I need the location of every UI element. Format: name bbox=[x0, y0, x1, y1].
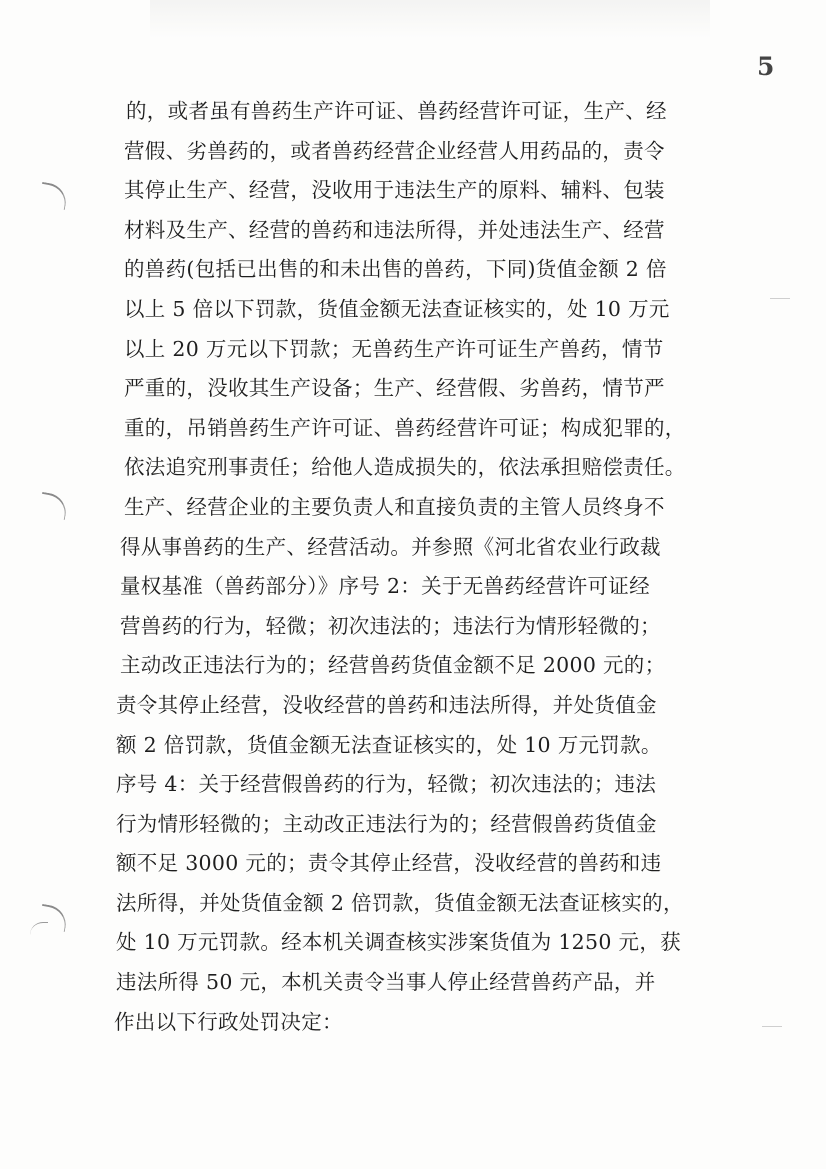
text-line: 违法所得 50 元，本机关责令当事人停止经营兽药产品，并 bbox=[116, 970, 656, 995]
text-line: 严重的，没收其生产设备；生产、经营假、劣兽药，情节严 bbox=[124, 376, 665, 401]
scan-edge-mark bbox=[770, 298, 790, 299]
text-line: 重的，吊销兽药生产许可证、兽药经营许可证；构成犯罪的， bbox=[124, 415, 686, 440]
scan-shadow bbox=[150, 0, 710, 38]
text-line: 营兽药的行为，轻微；初次违法的；违法行为情形轻微的； bbox=[120, 613, 661, 638]
text-line: 法所得，并处货值金额 2 倍罚款，货值金额无法查证核实的， bbox=[116, 890, 684, 915]
text-line: 作出以下行政处罚决定： bbox=[114, 1009, 343, 1034]
scan-edge-mark bbox=[762, 1026, 782, 1027]
text-line: 的，或者虽有兽药生产许可证、兽药经营许可证，生产、经 bbox=[126, 99, 667, 123]
text-line: 材料及生产、经营的兽药和违法所得，并处违法生产、经营 bbox=[124, 217, 665, 242]
punch-hole-mark-icon bbox=[38, 492, 69, 520]
page-number: 5 bbox=[757, 52, 775, 81]
text-line: 的兽药(包括已出售的和未出售的兽药，下同)货值金额 2 倍 bbox=[124, 257, 667, 282]
text-line: 行为情形轻微的；主动改正违法行为的；经营假兽药货值金 bbox=[116, 811, 657, 836]
punch-hole-mark-icon bbox=[30, 922, 48, 935]
text-line: 得从事兽药的生产、经营活动。并参照《河北省农业行政裁 bbox=[120, 534, 661, 559]
text-line: 以上 5 倍以下罚款，货值金额无法查证核实的，处 10 万元 bbox=[124, 296, 670, 321]
text-line: 依法追究刑事责任；给他人造成损失的，依法承担赔偿责任。 bbox=[124, 455, 686, 480]
text-line: 处 10 万元罚款。经本机关调查核实涉案货值为 1250 元，获 bbox=[116, 930, 681, 955]
text-line: 以上 20 万元以下罚款；无兽药生产许可证生产兽药，情节 bbox=[124, 336, 664, 361]
text-line: 生产、经营企业的主要负责人和直接负责的主管人员终身不 bbox=[124, 494, 665, 519]
text-line: 额不足 3000 元的；责令其停止经营，没收经营的兽药和违 bbox=[116, 851, 662, 876]
text-line: 序号 4：关于经营假兽药的行为，轻微；初次违法的；违法 bbox=[116, 772, 657, 797]
text-line: 责令其停止经营，没收经营的兽药和违法所得，并处货值金 bbox=[116, 692, 657, 717]
punch-hole-mark-icon bbox=[38, 182, 69, 210]
text-line: 主动改正违法行为的；经营兽药货值金额不足 2000 元的； bbox=[120, 653, 666, 678]
text-line: 量权基准（兽药部分）》序号 2：关于无兽药经营许可证经 bbox=[120, 574, 650, 599]
text-line: 营假、劣兽药的，或者兽药经营企业经营人用药品的，责令 bbox=[124, 138, 665, 163]
text-line: 额 2 倍罚款，货值金额无法查证核实的，处 10 万元罚款。 bbox=[116, 732, 662, 757]
text-line: 其停止生产、经营，没收用于违法生产的原料、辅料、包装 bbox=[124, 178, 665, 203]
body-paragraph bbox=[110, 92, 710, 1042]
